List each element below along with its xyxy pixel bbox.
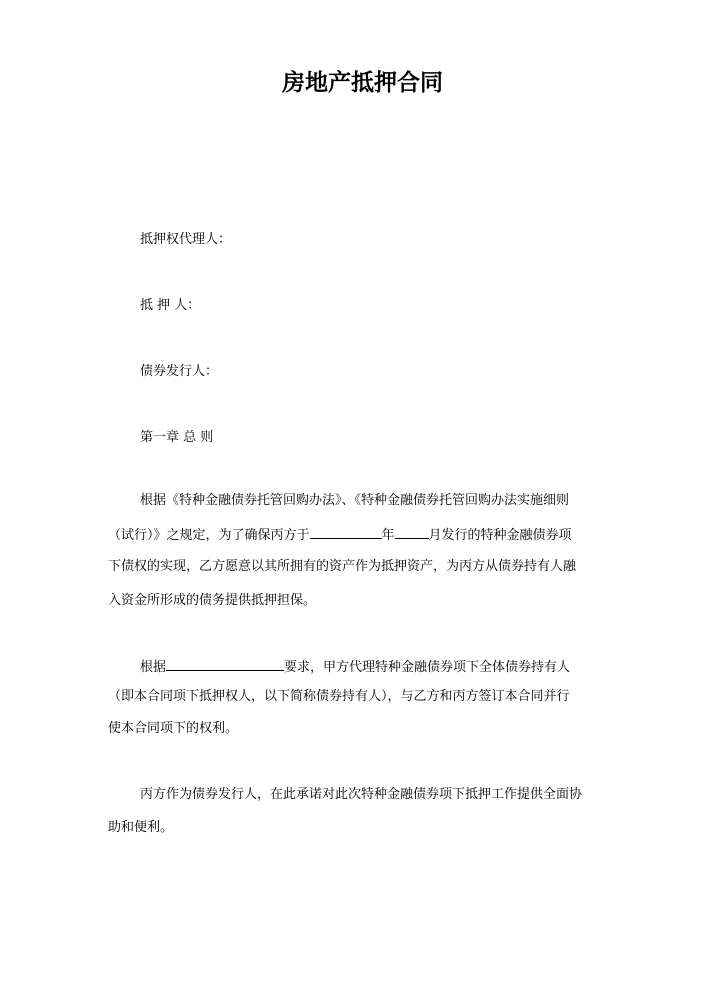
paragraph2-line1-text-b: 要求，甲方代理特种金融债券项下全体债券持有人 [284,660,571,675]
authority-blank [166,657,284,671]
bond-issuer-field: 债券发行人： [140,364,219,379]
paragraph2-line2: （即本合同项下抵押权人，以下简称债券持有人），与乙方和丙方签订本合同并行 [108,689,570,704]
paragraph1-line2 [108,525,572,544]
paragraph2-line1 [140,657,570,676]
paragraph3-line2: 助和便利。 [108,820,174,835]
mortgagor-field: 抵 押 人： [140,298,201,313]
paragraph1-line4: 入资金所形成的债务提供抵押担保。 [108,593,317,608]
document-title: 房地产抵押合同 [282,70,443,96]
mortgage-agent-field: 抵押权代理人： [140,232,232,247]
paragraph2-line1-text-a: 根据 [140,660,167,675]
paragraph1-line2-text-c: 月发行的特种金融债券项 [428,528,572,543]
chapter-heading: 第一章 总 则 [140,430,214,445]
paragraph1-line2-text-a: （试行）》之规定，为了确保丙方于 [108,528,310,543]
paragraph1-line3: 下债权的实现，乙方愿意以其所拥有的资产作为抵押资产，为丙方从债券持有人融 [108,559,577,574]
paragraph1-line1: 根据《特种金融债券托管回购办法》、《特种金融债券托管回购办法实施细则 [140,493,570,508]
paragraph2-line3: 使本合同项下的权利。 [108,721,239,736]
date-month-blank [395,525,429,539]
date-year-blank [310,525,382,539]
paragraph1-line2-text-b: 年 [381,528,395,543]
paragraph3-line1: 丙方作为债券发行人，在此承诺对此次特种金融债券项下抵押工作提供全面协 [140,787,583,802]
